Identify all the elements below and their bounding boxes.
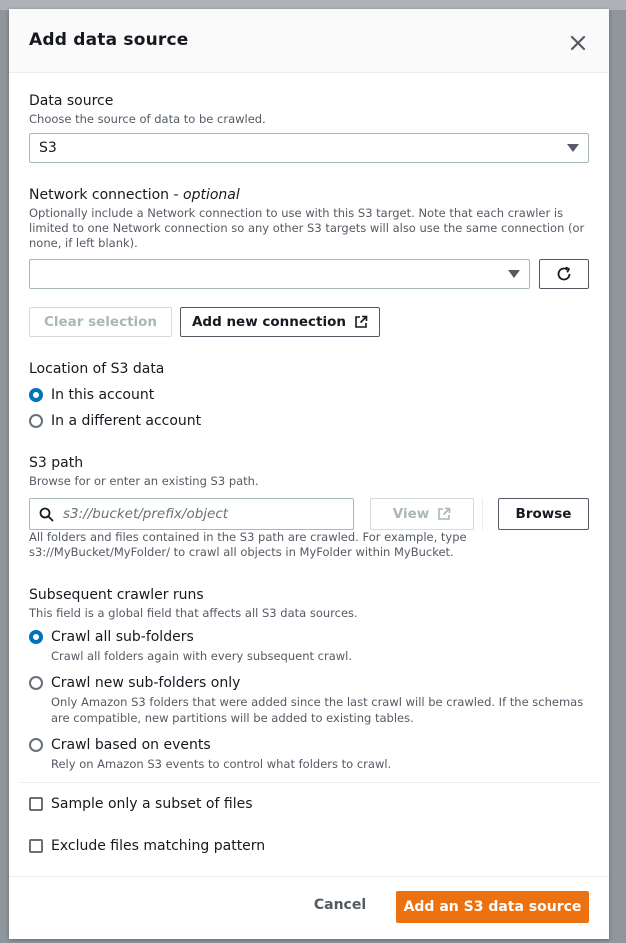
network-connection-description: Optionally include a Network connection to use with this S3 target. Note that each crawler is limited to one Network connection so any other S3 targets will also use the same connection (or none, if left blank). bbox=[29, 206, 585, 250]
radio-in-this-account[interactable] bbox=[29, 388, 43, 402]
cancel-button[interactable]: Cancel bbox=[313, 897, 367, 913]
crawl-new-label: Crawl new sub-folders only bbox=[51, 675, 241, 691]
sample-subset-label: Sample only a subset of files bbox=[51, 796, 253, 812]
radio-crawl-new-sub-folders[interactable] bbox=[29, 676, 43, 690]
exclude-pattern-label: Exclude files matching pattern bbox=[51, 838, 266, 854]
radio-crawl-based-on-events[interactable] bbox=[29, 738, 43, 752]
modal-footer bbox=[9, 876, 609, 939]
external-link-icon bbox=[354, 315, 368, 329]
in-different-account-label: In a different account bbox=[51, 413, 202, 429]
network-connection-label bbox=[29, 187, 240, 203]
radio-in-different-account[interactable] bbox=[29, 414, 43, 428]
refresh-icon bbox=[555, 265, 573, 283]
s3-path-field[interactable] bbox=[29, 498, 354, 530]
data-source-select[interactable] bbox=[29, 133, 589, 163]
section-divider bbox=[20, 782, 600, 783]
browse-button[interactable]: Browse bbox=[498, 498, 589, 530]
crawler-runs-description: This field is a global field that affects all S3 data sources. bbox=[29, 606, 358, 620]
external-link-icon bbox=[437, 507, 451, 521]
s3-path-help: All folders and files contained in the S3 path are crawled. For example, type s3://MyBucket/MyFolder/ to crawl all objects in MyFolder within MyBucket. bbox=[29, 530, 467, 559]
s3-path-input[interactable] bbox=[61, 505, 345, 523]
data-source-value: S3 bbox=[39, 140, 57, 156]
data-source-label: Data source bbox=[29, 93, 114, 109]
caret-down-icon bbox=[567, 144, 579, 152]
vertical-divider bbox=[482, 498, 483, 530]
crawl-new-description: Only Amazon S3 folders that were added since the last crawl will be crawled. If the schemas are compatible, new partitions will be added to existing tables. bbox=[51, 695, 584, 725]
crawl-all-description: Crawl all folders again with every subsequent crawl. bbox=[51, 649, 353, 663]
modal-title: Add data source bbox=[29, 30, 189, 50]
s3-path-description: Browse for or enter an existing S3 path. bbox=[29, 474, 259, 488]
network-connection-select[interactable] bbox=[29, 259, 530, 289]
view-label: View bbox=[392, 506, 430, 522]
data-source-description: Choose the source of data to be crawled. bbox=[29, 112, 266, 126]
network-connection-label-text: Network connection - bbox=[29, 187, 183, 203]
add-new-connection-button[interactable] bbox=[180, 307, 380, 337]
add-data-source-modal bbox=[9, 9, 609, 939]
search-icon bbox=[39, 507, 54, 522]
close-icon[interactable] bbox=[566, 31, 590, 55]
crawler-runs-label: Subsequent crawler runs bbox=[29, 587, 204, 603]
s3-path-label: S3 path bbox=[29, 455, 84, 471]
refresh-button[interactable] bbox=[539, 259, 589, 289]
sample-subset-checkbox[interactable] bbox=[29, 797, 43, 811]
crawl-all-label: Crawl all sub-folders bbox=[51, 629, 194, 645]
view-button[interactable] bbox=[370, 498, 474, 530]
crawl-events-label: Crawl based on events bbox=[51, 737, 211, 753]
radio-crawl-all-sub-folders[interactable] bbox=[29, 630, 43, 644]
in-this-account-label: In this account bbox=[51, 387, 155, 403]
caret-down-icon bbox=[508, 270, 520, 278]
location-label: Location of S3 data bbox=[29, 361, 165, 377]
optional-tag: optional bbox=[183, 187, 240, 203]
crawl-events-description: Rely on Amazon S3 events to control what folders to crawl. bbox=[51, 757, 392, 771]
exclude-pattern-checkbox[interactable] bbox=[29, 839, 43, 853]
modal-header bbox=[9, 9, 609, 73]
add-s3-data-source-button[interactable]: Add an S3 data source bbox=[396, 891, 589, 923]
clear-selection-button[interactable]: Clear selection bbox=[29, 307, 172, 337]
add-new-connection-label: Add new connection bbox=[191, 314, 347, 330]
